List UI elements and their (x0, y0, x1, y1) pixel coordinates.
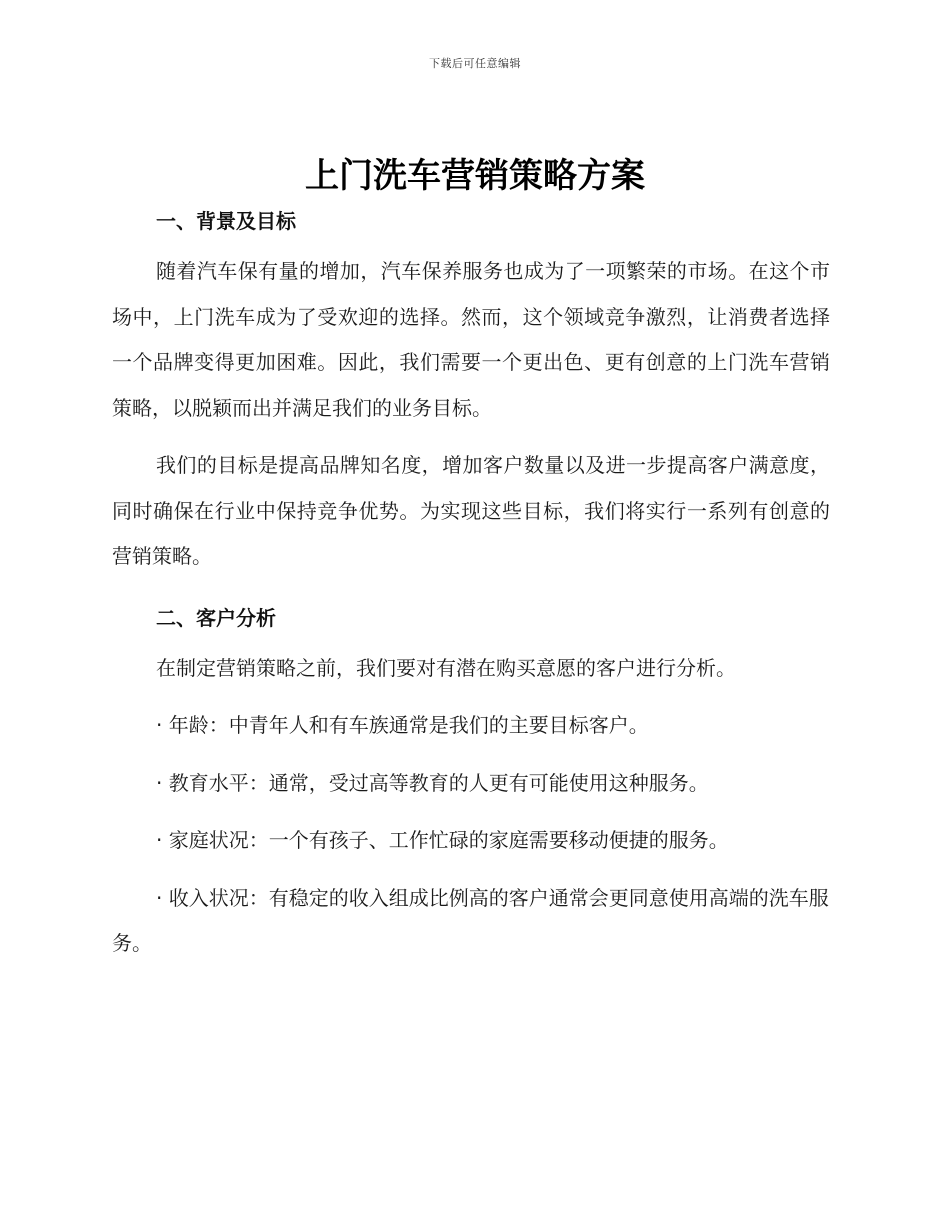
document-body (112, 205, 830, 967)
list-item-family: · 家庭状况：一个有孩子、工作忙碌的家庭需要移动便捷的服务。 (156, 828, 729, 852)
paragraph-customer-intro: 在制定营销策略之前，我们要对有潜在购买意愿的客户进行分析。 (156, 655, 736, 680)
document-title: 上门洗车营销策略方案 (305, 156, 645, 196)
paragraph-background: 随着汽车保有量的增加，汽车保养服务也成为了一项繁荣的市场。在这个市场中，上门洗车成为了受欢迎的选择。然而，这个领域竞争激烈，让消费者选择一个品牌变得更加困难。因此，我们需要一个更出色、更有创意的上门洗车营销策略，以脱颖而出并满足我们的业务目标。 (112, 259, 830, 420)
list-item-income: · 收入状况：有稳定的收入组成比例高的客户通常会更同意使用高端的洗车服务。 (112, 885, 829, 955)
paragraph-goals: 我们的目标是提高品牌知名度，增加客户数量以及进一步提高客户满意度，同时确保在行业中保持竞争优势。为实现这些目标，我们将实行一系列有创意的营销策略。 (112, 453, 830, 568)
list-item-age: · 年龄：中青年人和有车族通常是我们的主要目标客户。 (156, 713, 649, 737)
section-heading-customer-analysis: 二、客户分析 (156, 605, 276, 630)
header-note: 下载后可任意编辑 (429, 57, 521, 70)
section-heading-background: 一、背景及目标 (156, 209, 296, 233)
list-item-education: · 教育水平：通常，受过高等教育的人更有可能使用这种服务。 (156, 770, 709, 795)
